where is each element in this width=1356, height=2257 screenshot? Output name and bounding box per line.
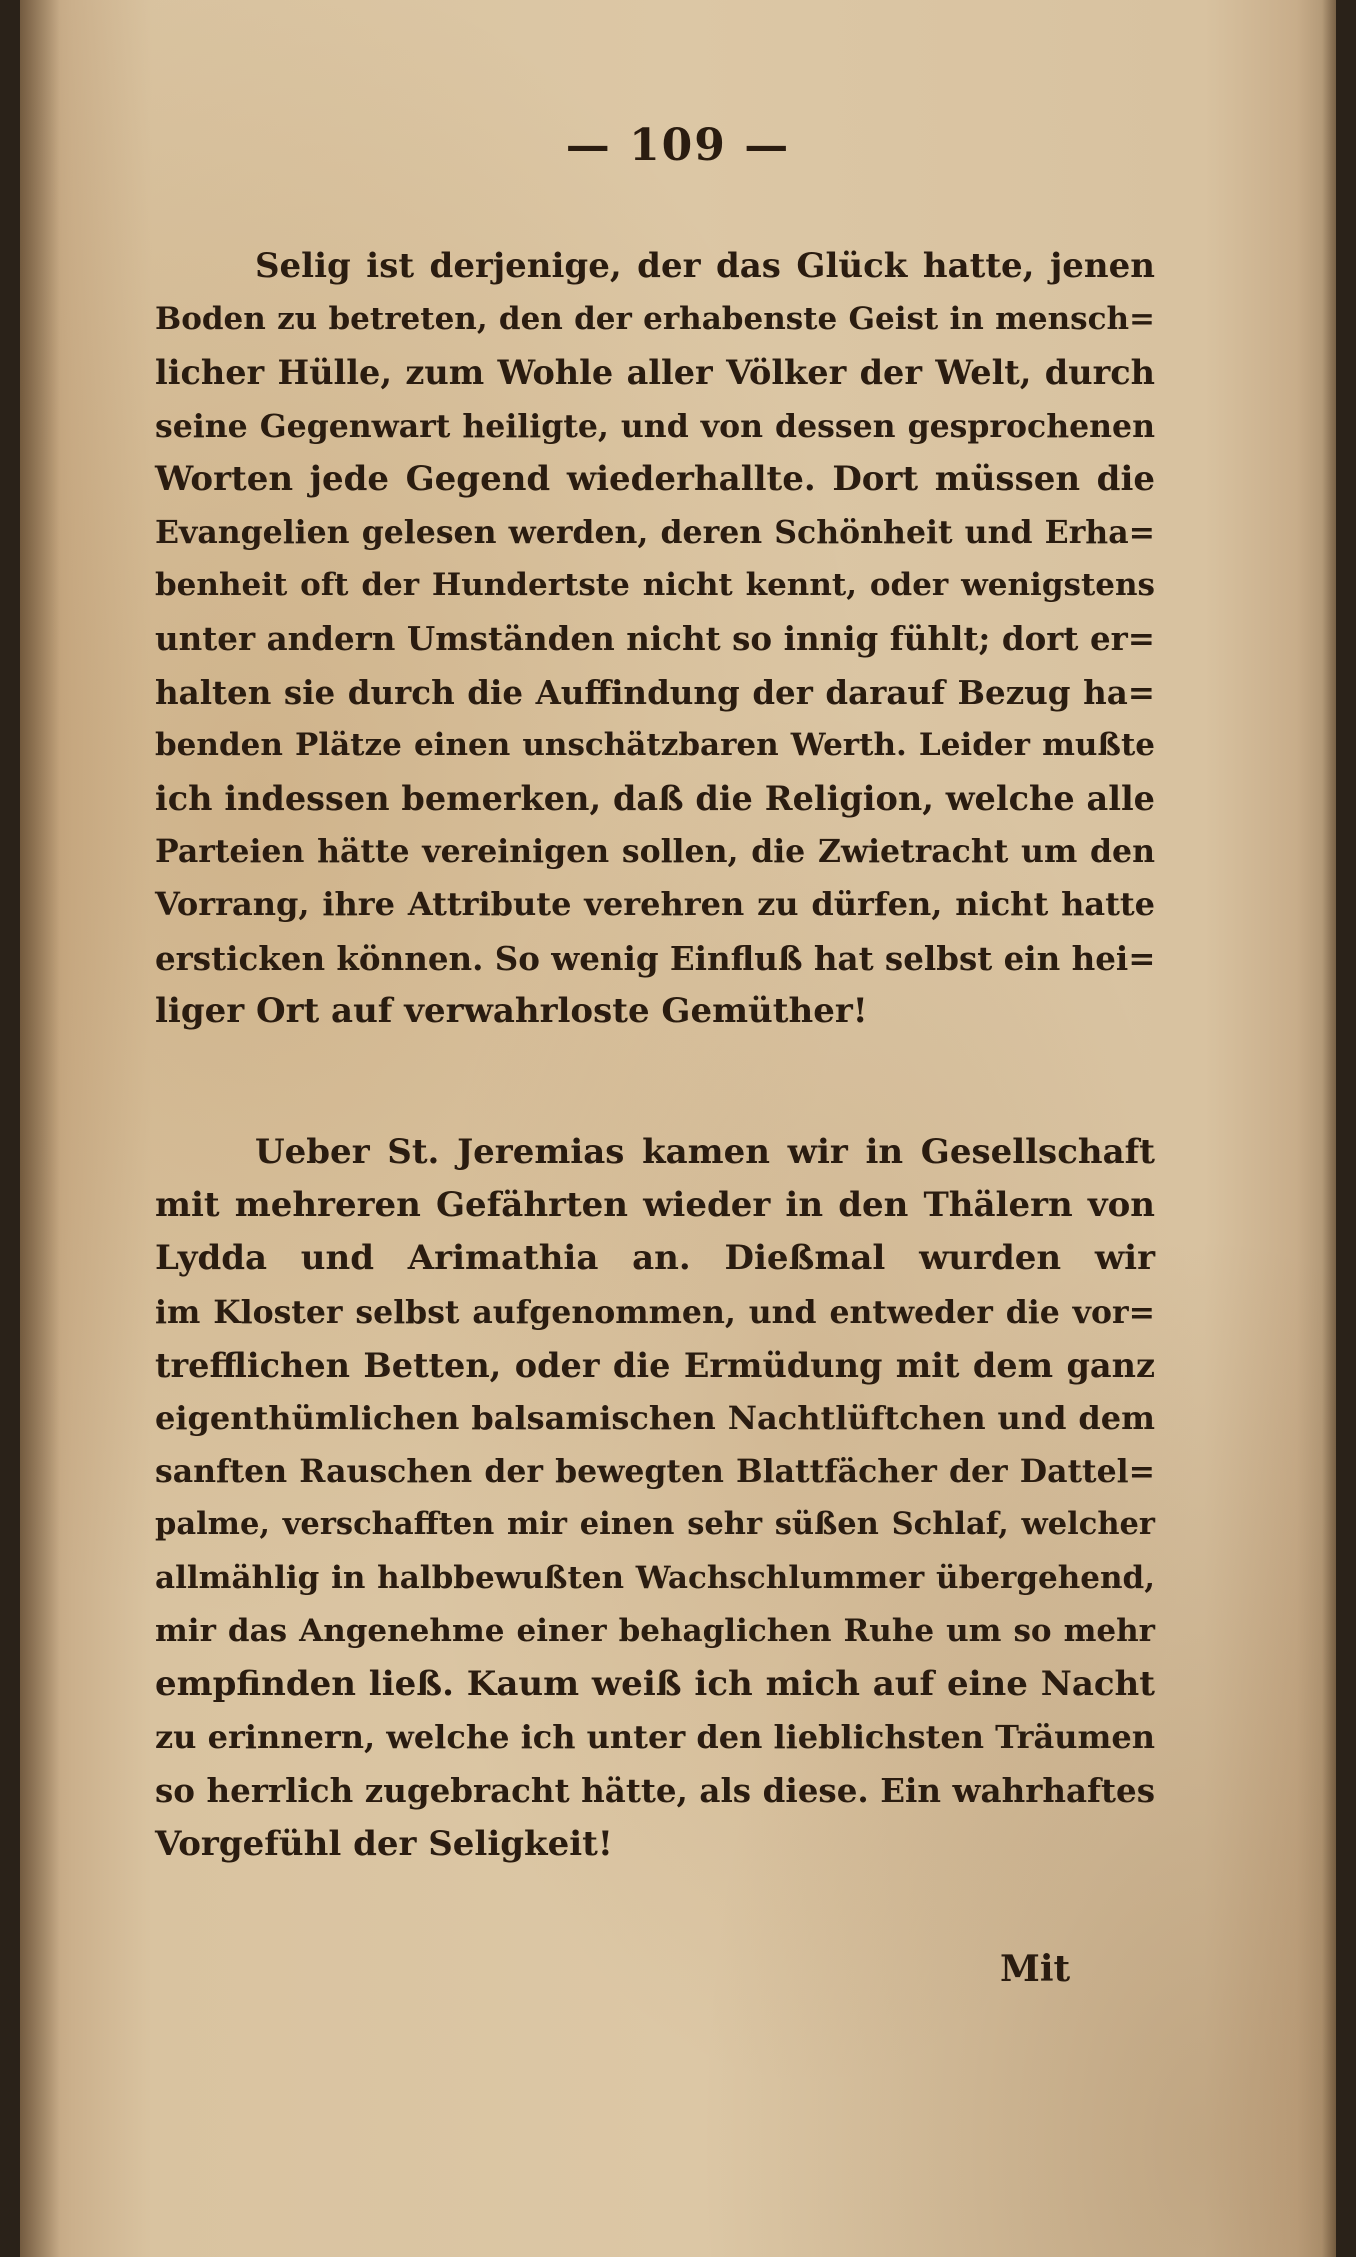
text-line: Vorgefühl der Seligkeit! bbox=[155, 1823, 613, 1864]
text-line: Evangelien gelesen werden, deren Schönheit und Erha= bbox=[155, 514, 1155, 552]
text-line: Parteien hätte vereinigen sollen, die Zwietracht um den bbox=[155, 833, 1155, 871]
gutter-shadow bbox=[20, 0, 60, 2257]
text-line: ich indessen bemerken, daß die Religion, welche alle bbox=[155, 779, 1155, 819]
text-line: Boden zu betreten, den der erhabenste Geist in mensch= bbox=[155, 301, 1155, 338]
text-line: Lydda und Arimathia an. Dießmal wurden wir bbox=[155, 1238, 1155, 1279]
paragraph-2 bbox=[155, 1126, 1155, 1871]
text-line: halten sie durch die Auffindung der darauf Bezug ha= bbox=[155, 672, 1155, 712]
text-line: Ueber St. Jeremias kamen wir in Gesellschaft bbox=[255, 1132, 1155, 1172]
text-line: seine Gegenwart heiligte, und von dessen gesprochenen bbox=[155, 407, 1155, 445]
text-line: eigenthümlichen balsamischen Nachtlüftchen und dem bbox=[155, 1399, 1155, 1438]
text-line: mit mehreren Gefährten wieder in den Thälern von bbox=[155, 1185, 1155, 1226]
text-line: empfinden ließ. Kaum weiß ich mich auf eine Nacht bbox=[155, 1664, 1155, 1705]
page-number: — 109 — bbox=[565, 120, 791, 171]
text-line: allmählig in halbbewußten Wachschlummer übergehend, bbox=[155, 1559, 1155, 1596]
text-line: unter andern Umständen nicht so innig fühlt; dort er= bbox=[155, 619, 1155, 659]
text-line: liger Ort auf verwahrloste Gemüther! bbox=[155, 990, 868, 1031]
paragraph-1 bbox=[155, 240, 1155, 1038]
text-line: palme, verschafften mir einen sehr süßen Schlaf, welcher bbox=[155, 1506, 1155, 1543]
text-line: sanften Rauschen der bewegten Blattfächer der Dattel= bbox=[155, 1453, 1155, 1491]
text-line: benden Plätze einen unschätzbaren Werth. Leider mußte bbox=[155, 726, 1155, 763]
text-line: im Kloster selbst aufgenommen, und entweder die vor= bbox=[155, 1293, 1155, 1331]
text-line: Vorrang, ihre Attribute verehren zu dürfen, nicht hatte bbox=[155, 885, 1155, 924]
page-edge-shadow bbox=[1322, 0, 1336, 2257]
text-line: licher Hülle, zum Wohle aller Völker der Welt, durch bbox=[155, 353, 1155, 393]
text-line: mir das Angenehme einer behaglichen Ruhe um so mehr bbox=[155, 1612, 1155, 1649]
text-line: so herrlich zugebracht hätte, als diese. Ein wahrhaftes bbox=[155, 1771, 1155, 1811]
catchword: Mit bbox=[1000, 1948, 1071, 1990]
text-line: ersticken können. So wenig Einfluß hat selbst ein hei= bbox=[155, 938, 1156, 978]
text-line: Worten jede Gegend wiederhallte. Dort müssen die bbox=[155, 458, 1155, 499]
text-line: zu erinnern, welche ich unter den lieblichsten Träumen bbox=[155, 1718, 1155, 1757]
text-line: Selig ist derjenige, der das Glück hatte, jenen bbox=[255, 246, 1155, 286]
text-line: trefflichen Betten, oder die Ermüdung mit dem ganz bbox=[155, 1345, 1155, 1385]
text-line: benheit oft der Hundertste nicht kennt, oder wenigstens bbox=[155, 567, 1155, 604]
book-page bbox=[20, 0, 1336, 2257]
